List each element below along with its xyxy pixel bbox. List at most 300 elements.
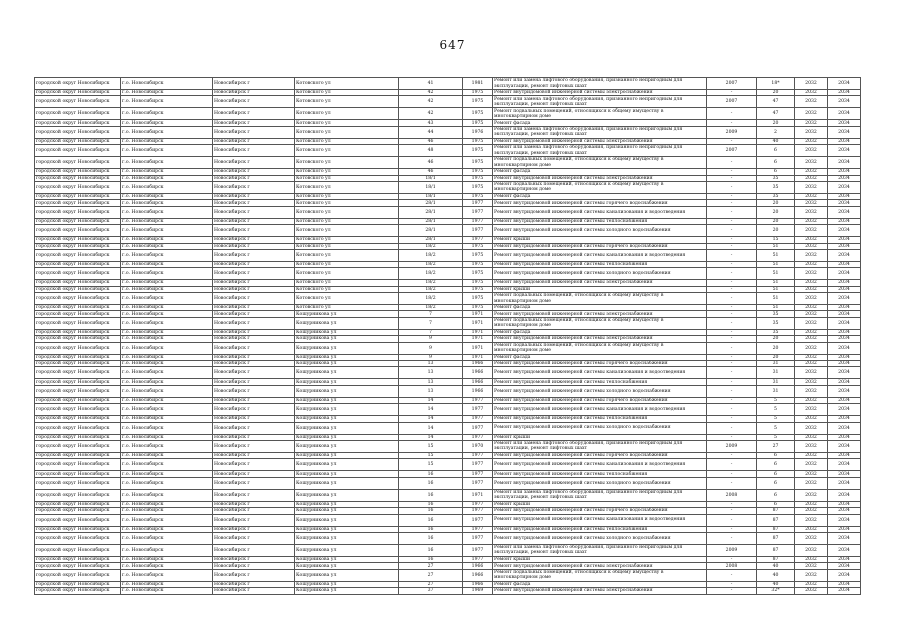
cell-house-number: 18/1 [399,175,463,181]
cell-house-number: 14 [399,434,463,440]
cell-municipality: городской округ Новосибирск [35,126,121,138]
cell-plan-start: 2032 [795,218,828,224]
cell-street: Кошурникова ул [295,385,399,397]
cell-plan-start: 2032 [795,459,828,471]
cell-city: Новосибирск г [213,243,295,249]
cell-plan-end: 2034 [828,261,861,267]
cell-settlement-type: г.о. Новосибирск [121,501,213,507]
cell-street: Котовского ул [295,280,399,286]
cell-house-number: 15 [399,440,463,452]
table-row [35,268,861,280]
cell-municipality: городской округ Новосибирск [35,588,121,594]
cell-house-number: 18/2 [399,293,463,305]
cell-plan-end: 2034 [828,501,861,507]
cell-last-repair-year: - [707,471,757,477]
cell-city: Новосибирск г [213,489,295,501]
cell-house-number: 7 [399,329,463,335]
cell-municipality: городской округ Новосибирск [35,581,121,587]
cell-street: Кошурникова ул [295,532,399,544]
cell-plan-start: 2032 [795,225,828,237]
cell-wear: 51 [757,293,795,305]
cell-municipality: городской округ Новосибирск [35,514,121,526]
cell-last-repair-year: - [707,237,757,243]
cell-settlement-type: г.о. Новосибирск [121,544,213,556]
cell-work-type: Ремонт подвальных помещений, относящихся к общему имуществу в многоквартирном доме [493,317,707,329]
cell-settlement-type: г.о. Новосибирск [121,367,213,379]
cell-year-built: 1977 [463,237,493,243]
cell-plan-end: 2034 [828,379,861,385]
cell-plan-end: 2034 [828,181,861,193]
cell-street: Кошурникова ул [295,379,399,385]
cell-year-built: 1977 [463,556,493,562]
table-row [35,108,861,120]
cell-settlement-type: г.о. Новосибирск [121,354,213,360]
cell-work-type: Ремонт внутридомовой инженерной системы канализования и водоотведения [493,249,707,261]
cell-year-built: 1975 [463,261,493,267]
cell-last-repair-year: - [707,181,757,193]
cell-city: Новосибирск г [213,169,295,175]
cell-last-repair-year: - [707,397,757,403]
cell-plan-end: 2034 [828,169,861,175]
cell-house-number: 14 [399,404,463,416]
cell-plan-end: 2034 [828,416,861,422]
cell-city: Новосибирск г [213,280,295,286]
cell-work-type: Ремонт внутридомовой инженерной системы электроснабжения [493,588,707,594]
cell-last-repair-year: - [707,336,757,342]
cell-house-number: 16 [399,532,463,544]
cell-street: Котовского ул [295,181,399,193]
cell-plan-start: 2032 [795,581,828,587]
cell-wear: 20 [757,336,795,342]
cell-work-type: Ремонт крыши [493,286,707,292]
cell-house-number: 7 [399,317,463,329]
cell-plan-end: 2034 [828,126,861,138]
cell-city: Новосибирск г [213,532,295,544]
cell-work-type: Ремонт подвальных помещений, относящихся к общему имуществу в многоквартирном доме [493,569,707,581]
cell-municipality: городской округ Новосибирск [35,526,121,532]
cell-last-repair-year: - [707,218,757,224]
cell-house-number: 13 [399,367,463,379]
cell-wear: 40 [757,563,795,569]
cell-settlement-type: г.о. Новосибирск [121,477,213,489]
cell-house-number: 18/2 [399,305,463,311]
cell-last-repair-year: - [707,175,757,181]
cell-settlement-type: г.о. Новосибирск [121,556,213,562]
cell-year-built: 1975 [463,243,493,249]
cell-last-repair-year: - [707,452,757,458]
cell-city: Новосибирск г [213,286,295,292]
cell-city: Новосибирск г [213,145,295,157]
cell-year-built: 1977 [463,459,493,471]
cell-municipality: городской округ Новосибирск [35,544,121,556]
cell-plan-end: 2034 [828,459,861,471]
cell-year-built: 1971 [463,329,493,335]
table-row [35,249,861,261]
cell-wear: 6 [757,471,795,477]
cell-plan-end: 2034 [828,90,861,96]
cell-plan-start: 2032 [795,434,828,440]
cell-plan-end: 2034 [828,471,861,477]
cell-plan-end: 2034 [828,434,861,440]
cell-settlement-type: г.о. Новосибирск [121,342,213,354]
cell-house-number: 16 [399,471,463,477]
cell-work-type: Ремонт или замена лифтового оборудования, признанного непригодным для эксплуатации, ремонт лифтовых шахт [493,96,707,108]
cell-work-type: Ремонт внутридомовой инженерной системы электроснабжения [493,280,707,286]
cell-last-repair-year: - [707,311,757,317]
cell-settlement-type: г.о. Новосибирск [121,268,213,280]
cell-plan-end: 2034 [828,342,861,354]
cell-work-type: Ремонт внутридомовой инженерной системы электроснабжения [493,138,707,144]
cell-street: Кошурникова ул [295,311,399,317]
cell-settlement-type: г.о. Новосибирск [121,434,213,440]
cell-settlement-type: г.о. Новосибирск [121,175,213,181]
cell-settlement-type: г.о. Новосибирск [121,416,213,422]
cell-plan-end: 2034 [828,336,861,342]
cell-plan-start: 2032 [795,175,828,181]
cell-street: Кошурникова ул [295,526,399,532]
cell-street: Кошурникова ул [295,569,399,581]
cell-last-repair-year: - [707,569,757,581]
table-row [35,459,861,471]
cell-wear: 6 [757,452,795,458]
cell-wear: 51 [757,261,795,267]
cell-plan-start: 2032 [795,379,828,385]
cell-work-type: Ремонт внутридомовой инженерной системы горячего водоснабжения [493,508,707,514]
cell-plan-end: 2034 [828,354,861,360]
cell-plan-start: 2032 [795,96,828,108]
cell-last-repair-year: - [707,261,757,267]
cell-city: Новосибирск г [213,501,295,507]
cell-year-built: 1975 [463,96,493,108]
cell-city: Новосибирск г [213,367,295,379]
cell-year-built: 1977 [463,404,493,416]
cell-city: Новосибирск г [213,342,295,354]
cell-plan-start: 2032 [795,293,828,305]
cell-plan-start: 2032 [795,452,828,458]
cell-city: Новосибирск г [213,336,295,342]
table-row [35,544,861,556]
cell-plan-start: 2032 [795,206,828,218]
cell-plan-end: 2034 [828,563,861,569]
cell-city: Новосибирск г [213,563,295,569]
cell-city: Новосибирск г [213,193,295,199]
cell-municipality: городской округ Новосибирск [35,508,121,514]
cell-year-built: 1975 [463,293,493,305]
cell-settlement-type: г.о. Новосибирск [121,181,213,193]
cell-city: Новосибирск г [213,305,295,311]
cell-wear: 51 [757,286,795,292]
cell-wear: 87 [757,532,795,544]
cell-house-number: 15 [399,452,463,458]
cell-house-number: 9 [399,342,463,354]
cell-municipality: городской округ Новосибирск [35,78,121,90]
cell-house-number: 48 [399,145,463,157]
cell-house-number: 42 [399,108,463,120]
cell-work-type: Ремонт фасада [493,193,707,199]
cell-year-built: 1971 [463,489,493,501]
cell-last-repair-year: - [707,138,757,144]
cell-wear: 5 [757,434,795,440]
cell-wear: 20 [757,120,795,126]
cell-street: Кошурникова ул [295,452,399,458]
cell-year-built: 1966 [463,361,493,367]
cell-municipality: городской округ Новосибирск [35,206,121,218]
cell-street: Котовского ул [295,138,399,144]
cell-street: Котовского ул [295,249,399,261]
cell-wear: 2 [757,126,795,138]
cell-wear: 31 [757,385,795,397]
cell-street: Котовского ул [295,157,399,169]
cell-plan-end: 2034 [828,218,861,224]
cell-year-built: 1975 [463,108,493,120]
cell-plan-start: 2032 [795,317,828,329]
cell-wear: 87 [757,526,795,532]
cell-wear: 51 [757,243,795,249]
cell-city: Новосибирск г [213,459,295,471]
cell-plan-end: 2034 [828,206,861,218]
cell-street: Котовского ул [295,78,399,90]
cell-work-type: Ремонт внутридомовой инженерной системы канализования и водоотведения [493,206,707,218]
cell-work-type: Ремонт подвальных помещений, относящихся к общему имуществу в многоквартирном доме [493,181,707,193]
cell-year-built: 1977 [463,200,493,206]
cell-city: Новосибирск г [213,452,295,458]
cell-year-built: 1975 [463,181,493,193]
cell-year-built: 1971 [463,336,493,342]
cell-wear: 32* [757,588,795,594]
cell-settlement-type: г.о. Новосибирск [121,108,213,120]
cell-work-type: Ремонт внутридомовой инженерной системы горячего водоснабжения [493,397,707,403]
cell-year-built: 1966 [463,563,493,569]
cell-work-type: Ремонт крыши [493,501,707,507]
cell-year-built: 1977 [463,526,493,532]
cell-house-number: 28/1 [399,200,463,206]
cell-settlement-type: г.о. Новосибирск [121,280,213,286]
cell-last-repair-year: - [707,157,757,169]
cell-city: Новосибирск г [213,78,295,90]
cell-house-number: 37 [399,588,463,594]
cell-house-number: 28/1 [399,225,463,237]
cell-year-built: 1977 [463,434,493,440]
cell-last-repair-year: - [707,385,757,397]
table-row [35,317,861,329]
cell-house-number: 14 [399,397,463,403]
cell-house-number: 27 [399,563,463,569]
cell-plan-start: 2032 [795,544,828,556]
cell-plan-end: 2034 [828,280,861,286]
cell-plan-end: 2034 [828,477,861,489]
cell-house-number: 41 [399,78,463,90]
cell-plan-start: 2032 [795,126,828,138]
cell-wear: 87 [757,556,795,562]
cell-street: Кошурникова ул [295,544,399,556]
cell-house-number: 16 [399,514,463,526]
cell-last-repair-year: - [707,249,757,261]
cell-street: Кошурникова ул [295,361,399,367]
cell-settlement-type: г.о. Новосибирск [121,317,213,329]
cell-plan-start: 2032 [795,120,828,126]
cell-wear: 35 [757,181,795,193]
cell-settlement-type: г.о. Новосибирск [121,169,213,175]
cell-year-built: 1966 [463,379,493,385]
cell-last-repair-year: - [707,193,757,199]
cell-wear: 5 [757,422,795,434]
cell-plan-end: 2034 [828,120,861,126]
cell-plan-start: 2032 [795,78,828,90]
cell-street: Кошурникова ул [295,489,399,501]
cell-municipality: городской округ Новосибирск [35,489,121,501]
cell-plan-start: 2032 [795,243,828,249]
cell-settlement-type: г.о. Новосибирск [121,206,213,218]
cell-plan-start: 2032 [795,397,828,403]
cell-last-repair-year: - [707,305,757,311]
cell-settlement-type: г.о. Новосибирск [121,249,213,261]
cell-municipality: городской округ Новосибирск [35,218,121,224]
cell-plan-start: 2032 [795,268,828,280]
cell-year-built: 1975 [463,280,493,286]
cell-year-built: 1975 [463,305,493,311]
cell-city: Новосибирск г [213,422,295,434]
cell-street: Кошурникова ул [295,336,399,342]
cell-municipality: городской округ Новосибирск [35,237,121,243]
cell-settlement-type: г.о. Новосибирск [121,397,213,403]
cell-settlement-type: г.о. Новосибирск [121,311,213,317]
cell-year-built: 1975 [463,268,493,280]
cell-last-repair-year: - [707,367,757,379]
cell-plan-start: 2032 [795,563,828,569]
cell-plan-start: 2032 [795,286,828,292]
cell-street: Котовского ул [295,90,399,96]
cell-plan-start: 2032 [795,569,828,581]
cell-settlement-type: г.о. Новосибирск [121,588,213,594]
cell-settlement-type: г.о. Новосибирск [121,452,213,458]
cell-year-built: 1975 [463,193,493,199]
cell-street: Кошурникова ул [295,501,399,507]
table-row [35,78,861,90]
table-row [35,514,861,526]
cell-street: Кошурникова ул [295,416,399,422]
cell-municipality: городской округ Новосибирск [35,175,121,181]
cell-municipality: городской округ Новосибирск [35,563,121,569]
cell-settlement-type: г.о. Новосибирск [121,440,213,452]
cell-year-built: 1977 [463,544,493,556]
cell-street: Кошурникова ул [295,367,399,379]
cell-municipality: городской округ Новосибирск [35,181,121,193]
cell-settlement-type: г.о. Новосибирск [121,459,213,471]
cell-street: Котовского ул [295,225,399,237]
cell-settlement-type: г.о. Новосибирск [121,526,213,532]
cell-house-number: 14 [399,416,463,422]
cell-settlement-type: г.о. Новосибирск [121,379,213,385]
cell-city: Новосибирск г [213,293,295,305]
cell-municipality: городской округ Новосибирск [35,157,121,169]
cell-settlement-type: г.о. Новосибирск [121,489,213,501]
cell-municipality: городской округ Новосибирск [35,145,121,157]
cell-house-number: 43 [399,120,463,126]
cell-year-built: 1977 [463,452,493,458]
table-row [35,385,861,397]
cell-house-number: 18/1 [399,193,463,199]
cell-plan-end: 2034 [828,225,861,237]
cell-plan-end: 2034 [828,175,861,181]
table-row [35,293,861,305]
cell-settlement-type: г.о. Новосибирск [121,78,213,90]
cell-wear: 40 [757,569,795,581]
cell-settlement-type: г.о. Новосибирск [121,90,213,96]
cell-year-built: 1975 [463,90,493,96]
cell-year-built: 1975 [463,145,493,157]
cell-settlement-type: г.о. Новосибирск [121,138,213,144]
cell-municipality: городской округ Новосибирск [35,193,121,199]
cell-settlement-type: г.о. Новосибирск [121,293,213,305]
cell-work-type: Ремонт внутридомовой инженерной системы холодного водоснабжения [493,225,707,237]
cell-last-repair-year: - [707,361,757,367]
cell-last-repair-year: - [707,532,757,544]
cell-city: Новосибирск г [213,96,295,108]
cell-municipality: городской округ Новосибирск [35,138,121,144]
cell-work-type: Ремонт внутридомовой инженерной системы канализования и водоотведения [493,459,707,471]
cell-city: Новосибирск г [213,569,295,581]
cell-work-type: Ремонт внутридомовой инженерной системы холодного водоснабжения [493,532,707,544]
cell-municipality: городской округ Новосибирск [35,305,121,311]
cell-plan-start: 2032 [795,108,828,120]
table-row [35,206,861,218]
cell-year-built: 1977 [463,416,493,422]
cell-work-type: Ремонт внутридомовой инженерной системы электроснабжения [493,311,707,317]
cell-work-type: Ремонт внутридомовой инженерной системы теплоснабжения [493,379,707,385]
cell-municipality: городской округ Новосибирск [35,329,121,335]
cell-city: Новосибирск г [213,354,295,360]
cell-street: Котовского ул [295,286,399,292]
cell-street: Котовского ул [295,96,399,108]
cell-year-built: 1975 [463,138,493,144]
cell-last-repair-year: - [707,581,757,587]
cell-plan-end: 2034 [828,361,861,367]
cell-house-number: 16 [399,556,463,562]
cell-street: Котовского ул [295,120,399,126]
cell-year-built: 1966 [463,385,493,397]
cell-last-repair-year: - [707,556,757,562]
table-row [35,96,861,108]
cell-work-type: Ремонт подвальных помещений, относящихся к общему имуществу в многоквартирном доме [493,157,707,169]
table-row [35,404,861,416]
cell-street: Кошурникова ул [295,329,399,335]
cell-plan-start: 2032 [795,354,828,360]
cell-year-built: 1976 [463,126,493,138]
cell-city: Новосибирск г [213,268,295,280]
cell-plan-end: 2034 [828,317,861,329]
cell-work-type: Ремонт подвальных помещений, относящихся к общему имуществу в многоквартирном доме [493,293,707,305]
cell-wear: 27 [757,440,795,452]
cell-settlement-type: г.о. Новосибирск [121,200,213,206]
cell-street: Котовского ул [295,237,399,243]
cell-city: Новосибирск г [213,90,295,96]
cell-year-built: 1977 [463,532,493,544]
cell-work-type: Ремонт или замена лифтового оборудования, признанного непригодным для эксплуатации, ремонт лифтовых шахт [493,489,707,501]
cell-last-repair-year: - [707,508,757,514]
cell-year-built: 1966 [463,569,493,581]
cell-wear: 51 [757,249,795,261]
cell-plan-start: 2032 [795,404,828,416]
cell-city: Новосибирск г [213,329,295,335]
cell-street: Кошурникова ул [295,471,399,477]
cell-plan-end: 2034 [828,367,861,379]
cell-work-type: Ремонт внутридомовой инженерной системы холодного водоснабжения [493,477,707,489]
table-row [35,181,861,193]
cell-municipality: городской округ Новосибирск [35,225,121,237]
cell-plan-end: 2034 [828,404,861,416]
cell-settlement-type: г.о. Новосибирск [121,361,213,367]
cell-street: Котовского ул [295,218,399,224]
